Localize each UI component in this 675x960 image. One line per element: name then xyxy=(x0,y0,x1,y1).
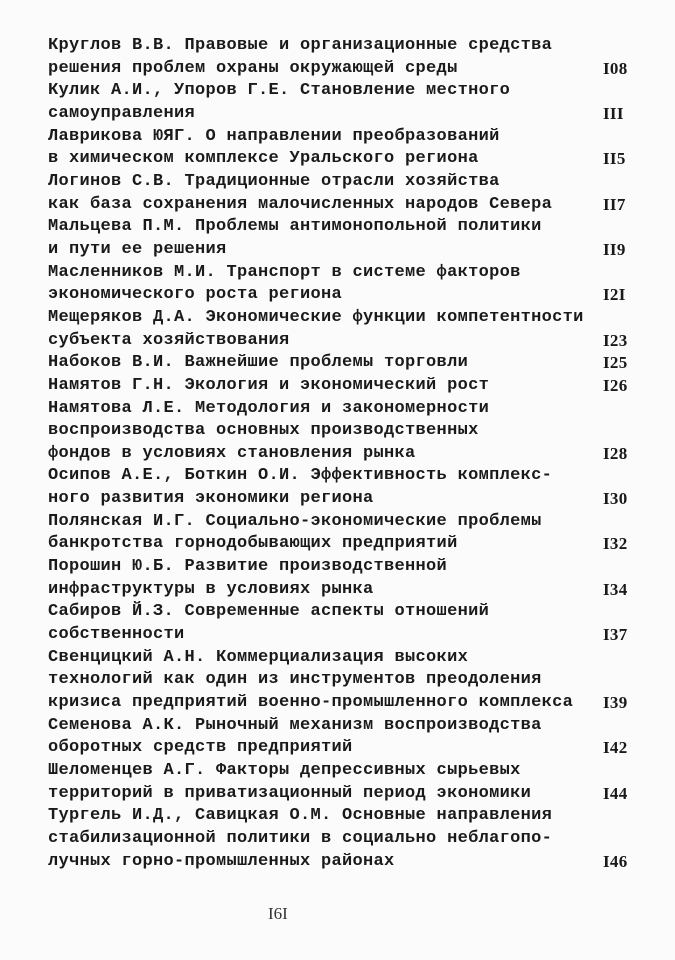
toc-entry-text: кризиса предприятий военно-промышленного комплекса xyxy=(48,693,574,713)
toc-entry-text: инфраструктуры в условиях рынка xyxy=(48,579,374,599)
toc-entry xyxy=(48,126,648,171)
toc-entry-line: Мальцева П.М. Проблемы антимонопольной политики xyxy=(48,217,542,237)
toc-page-number: I34 xyxy=(603,579,628,599)
toc-page-number: I25 xyxy=(603,353,628,373)
toc-entry xyxy=(48,465,648,510)
toc-entry-line: Логинов С.В. Традиционные отрасли хозяйства xyxy=(48,171,500,191)
toc-entry xyxy=(48,262,648,307)
toc-entry-text: как база сохранения малочисленных народов Севера xyxy=(48,194,553,214)
toc-page-number: I30 xyxy=(603,489,628,509)
toc-page-number: III xyxy=(603,103,624,123)
toc-entry xyxy=(48,398,648,466)
toc-entry-line: Круглов В.В. Правовые и организационные средства xyxy=(48,36,553,55)
toc-entry xyxy=(48,80,648,125)
page-number: I6I xyxy=(268,904,288,923)
toc-entry-line xyxy=(48,692,648,715)
toc-page-number: I44 xyxy=(603,783,628,803)
toc-entry-line xyxy=(48,851,648,874)
toc-entry-line: Семенова А.К. Рыночный механизм воспроизводства xyxy=(48,715,542,735)
toc-entry-line: Порошин Ю.Б. Развитие производственной xyxy=(48,557,448,577)
toc-entry-text: решения проблем охраны окружающей среды xyxy=(48,58,458,78)
toc-entry-line: технологий как один из инструментов преодоления xyxy=(48,670,542,690)
toc-page-number: II9 xyxy=(603,239,626,259)
toc-entry-line xyxy=(48,194,648,217)
toc-entry xyxy=(48,647,648,715)
toc-page-number: I46 xyxy=(603,851,628,871)
toc-entry-line: Мещеряков Д.А. Экономические функции компетентности xyxy=(48,307,584,327)
toc-entry-text: фондов в условиях становления рынка xyxy=(48,443,416,463)
toc-entry xyxy=(48,352,648,375)
toc-entry-text: собственности xyxy=(48,625,185,645)
toc-entry xyxy=(48,511,648,556)
toc-entry-text: Набоков В.И. Важнейшие проблемы торговли xyxy=(48,353,469,373)
toc-entry-text: лучных горно-промышленных районах xyxy=(48,851,395,871)
toc-entry-line xyxy=(48,58,648,81)
toc-entry xyxy=(48,375,648,398)
toc-entry-line xyxy=(48,330,648,353)
toc-entry-text: Намятов Г.Н. Экология и экономический рост xyxy=(48,375,490,395)
toc-entry-line xyxy=(48,488,648,511)
toc-entry xyxy=(48,307,648,352)
toc-entry xyxy=(48,715,648,760)
toc-page-number: I23 xyxy=(603,330,628,350)
toc-entry-line xyxy=(48,579,648,602)
toc-entry-line xyxy=(48,352,648,375)
toc-entry-line xyxy=(48,783,648,806)
toc-entry-line: Масленников М.И. Транспорт в системе факторов xyxy=(48,262,521,282)
toc-entry-line: Кулик А.И., Упоров Г.Е. Становление местного xyxy=(48,81,511,101)
toc-entry-line xyxy=(48,624,648,647)
toc-entry xyxy=(48,601,648,646)
toc-entry xyxy=(48,805,648,873)
toc-page-number: I39 xyxy=(603,693,628,713)
toc-entry-line: Шеломенцев А.Г. Факторы депрессивных сырьевых xyxy=(48,761,521,780)
toc-entry-line xyxy=(48,148,648,171)
toc-entry-text: ного развития экономики региона xyxy=(48,489,374,509)
toc-entry-line xyxy=(48,375,648,398)
toc-page-number: I08 xyxy=(603,58,628,78)
toc-entry-text: экономического роста региона xyxy=(48,285,343,305)
toc-entry-line: Полянская И.Г. Социально-экономические проблемы xyxy=(48,511,542,531)
toc-entry-line: Тургель И.Д., Савицкая О.М. Основные направления xyxy=(48,806,553,826)
toc-page-number: II7 xyxy=(603,194,626,214)
toc-entry xyxy=(48,171,648,216)
toc-page-number: I32 xyxy=(603,534,628,554)
toc-page-number: I28 xyxy=(603,443,628,463)
toc-page-number: I42 xyxy=(603,738,628,758)
toc-entry-line: стабилизационной политики в социально неблагопо- xyxy=(48,828,553,848)
toc-entry-line xyxy=(48,737,648,760)
toc-entry-line: Сабиров Й.З. Современные аспекты отношений xyxy=(48,602,490,622)
toc-entry xyxy=(48,35,648,80)
toc-entry-line xyxy=(48,533,648,556)
toc-entry xyxy=(48,556,648,601)
toc-entry-line xyxy=(48,239,648,262)
toc-page-number: I26 xyxy=(603,375,628,395)
toc-entry-line xyxy=(48,103,648,126)
toc-entry-line: Осипов А.Е., Боткин О.И. Эффективность комплекс- xyxy=(48,466,553,486)
toc-page-number: II5 xyxy=(603,149,626,169)
toc-entry xyxy=(48,760,648,805)
toc-entry-line: Намятова Л.Е. Методология и закономерности xyxy=(48,398,490,418)
toc-entry-line: Свенцицкий А.Н. Коммерциализация высоких xyxy=(48,647,469,667)
toc-entry-text: банкротства горнодобывающих предприятий xyxy=(48,534,458,554)
toc-entry-line: воспроизводства основных производственных xyxy=(48,421,479,441)
table-of-contents xyxy=(48,35,648,873)
toc-entry-text: территорий в приватизационный период экономики xyxy=(48,783,532,803)
toc-entry-line: Лаврикова ЮЯГ. О направлении преобразований xyxy=(48,126,500,146)
toc-page-number: I2I xyxy=(603,285,626,305)
toc-entry-text: оборотных средств предприятий xyxy=(48,738,353,758)
toc-entry-text: самоуправления xyxy=(48,103,196,123)
toc-entry-text: субъекта хозяйствования xyxy=(48,330,290,350)
toc-entry-text: в химическом комплексе Уральского региона xyxy=(48,149,479,169)
toc-entry-line xyxy=(48,284,648,307)
toc-page-number: I37 xyxy=(603,625,628,645)
toc-entry-line xyxy=(48,443,648,466)
toc-entry-text: и пути ее решения xyxy=(48,239,227,259)
toc-entry xyxy=(48,216,648,261)
